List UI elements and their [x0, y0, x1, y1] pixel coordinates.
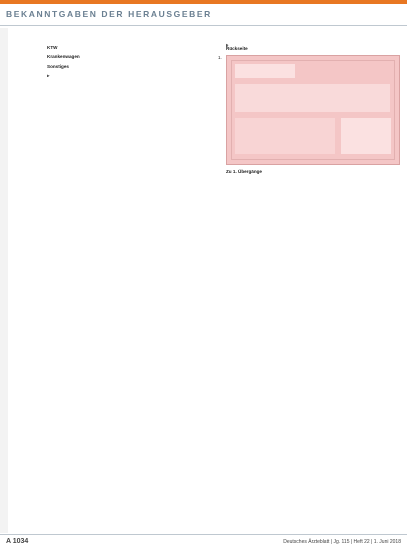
- form-checkbox-block: [235, 118, 335, 154]
- margin-strip: [0, 28, 8, 533]
- subsection-marker: KTW: [47, 45, 58, 50]
- body-paragraph: [47, 45, 215, 51]
- section-heading: Zu 1. Übergänge: [226, 169, 262, 175]
- header-divider: [0, 25, 407, 26]
- left-column: [47, 42, 215, 73]
- form-fields-block: [235, 84, 390, 112]
- journal-citation: Deutsches Ärzteblatt | Jg. 115 | Heft 22 | 1. Juni 2018: [283, 539, 401, 545]
- form-header-block: [235, 64, 295, 78]
- right-column: [218, 42, 398, 179]
- section-header: BEKANNTGABEN DER HERAUSGEBER: [6, 9, 212, 19]
- form-image: [226, 55, 400, 165]
- form-stamp-block: [341, 118, 391, 154]
- body-paragraph: [47, 54, 215, 60]
- body-paragraph: [47, 64, 215, 70]
- footer-divider: [0, 534, 407, 535]
- header-accent-bar: [0, 0, 407, 4]
- section-heading: Rückseite: [226, 46, 248, 51]
- subsection-marker: Krankenwagen: [47, 54, 80, 60]
- page-number: A 1034: [6, 538, 29, 545]
- paragraph-number: 1.: [218, 55, 222, 61]
- subsection-marker: Sonstiges: [47, 63, 69, 69]
